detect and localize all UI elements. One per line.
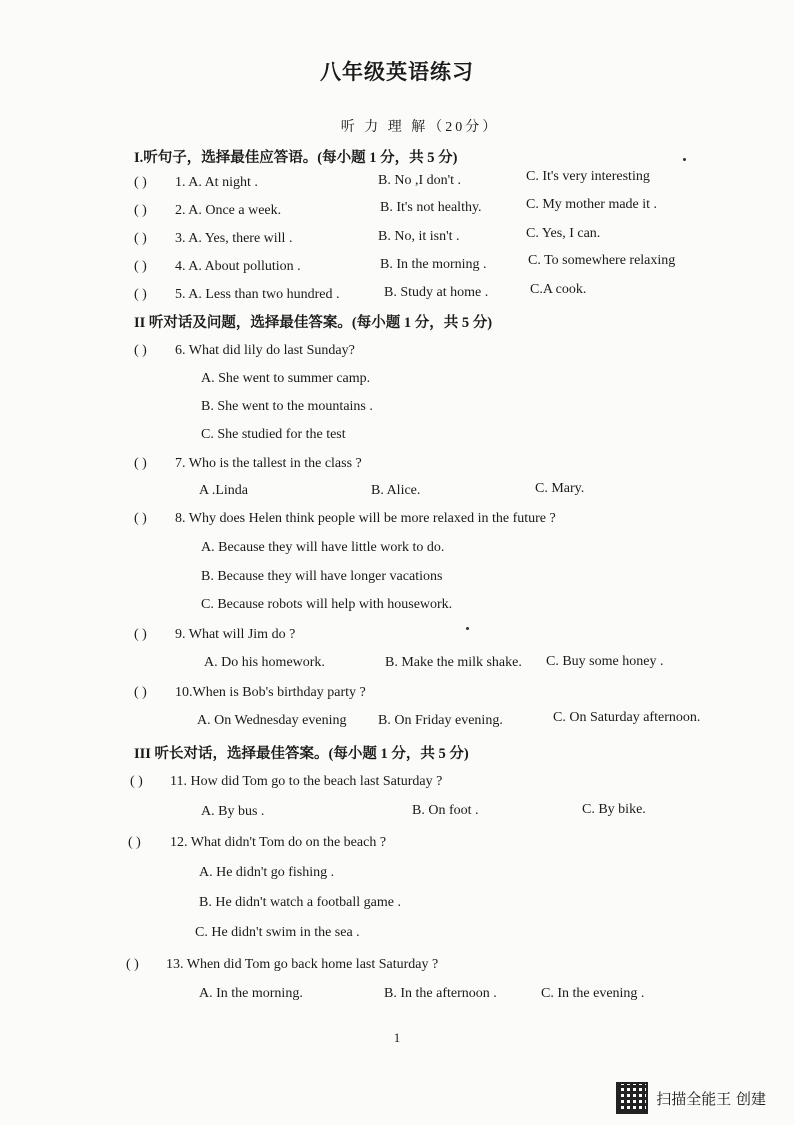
answer-blank: ( ) bbox=[130, 774, 143, 789]
question-7: 7. Who is the tallest in the class ? bbox=[175, 456, 362, 471]
page-number: 1 bbox=[393, 1030, 401, 1045]
q5-option-c: C.A cook. bbox=[530, 282, 587, 297]
q2-option-c: C. My mother made it . bbox=[526, 197, 658, 212]
question-12: 12. What didn't Tom do on the beach ? bbox=[170, 835, 387, 850]
q10-option-c: C. On Saturday afternoon. bbox=[553, 710, 701, 725]
q12-option-a: A. He didn't go fishing . bbox=[199, 865, 335, 880]
q8-option-c: C. Because robots will help with housework. bbox=[201, 597, 453, 612]
q6-option-b: B. She went to the mountains . bbox=[201, 399, 373, 414]
page-title: 八年级英语练习 bbox=[320, 60, 474, 84]
q12-option-b: B. He didn't watch a football game . bbox=[199, 895, 401, 910]
question-5: 5. A. Less than two hundred . bbox=[175, 287, 340, 302]
q3-option-b: B. No, it isn't . bbox=[378, 229, 460, 244]
answer-blank: ( ) bbox=[134, 287, 147, 302]
q1-option-b: B. No ,I don't . bbox=[378, 173, 462, 188]
question-13: 13. When did Tom go back home last Saturday ? bbox=[166, 957, 439, 972]
answer-blank: ( ) bbox=[134, 627, 147, 642]
question-1: 1. A. At night . bbox=[175, 175, 258, 190]
question-3: 3. A. Yes, there will . bbox=[175, 231, 293, 246]
q4-option-c: C. To somewhere relaxing bbox=[528, 253, 676, 268]
q9-option-c: C. Buy some honey . bbox=[546, 654, 664, 669]
q11-option-c: C. By bike. bbox=[582, 802, 646, 817]
answer-blank: ( ) bbox=[134, 231, 147, 246]
q9-option-a: A. Do his homework. bbox=[204, 655, 325, 670]
answer-blank: ( ) bbox=[128, 835, 141, 850]
q7-option-a: A .Linda bbox=[199, 483, 248, 498]
q5-option-b: B. Study at home . bbox=[384, 285, 489, 300]
q2-option-b: B. It's not healthy. bbox=[380, 200, 482, 215]
section-2-heading: II 听对话及问题，选择最佳答案。(每小题 1 分，共 5 分) bbox=[134, 315, 493, 331]
q7-option-b: B. Alice. bbox=[371, 483, 421, 498]
q13-option-a: A. In the morning. bbox=[199, 986, 303, 1001]
q8-option-b: B. Because they will have longer vacations bbox=[201, 569, 443, 584]
scanner-watermark bbox=[616, 1082, 766, 1114]
answer-blank: ( ) bbox=[126, 957, 139, 972]
section-3-heading: III 听长对话，选择最佳答案。(每小题 1 分，共 5 分) bbox=[134, 746, 469, 762]
question-9: 9. What will Jim do ? bbox=[175, 627, 296, 642]
q13-option-c: C. In the evening . bbox=[541, 986, 645, 1001]
answer-blank: ( ) bbox=[134, 343, 147, 358]
answer-blank: ( ) bbox=[134, 511, 147, 526]
q6-option-c: C. She studied for the test bbox=[201, 427, 346, 442]
q8-option-a: A. Because they will have little work to do. bbox=[201, 540, 445, 555]
scanner-watermark-text: 扫描全能王 创建 bbox=[656, 1089, 766, 1108]
q10-option-b: B. On Friday evening. bbox=[378, 713, 503, 728]
answer-blank: ( ) bbox=[134, 203, 147, 218]
scan-speck bbox=[683, 158, 686, 161]
answer-blank: ( ) bbox=[134, 175, 147, 190]
q11-option-a: A. By bus . bbox=[201, 804, 265, 819]
q3-option-c: C. Yes, I can. bbox=[526, 226, 601, 241]
q4-option-b: B. In the morning . bbox=[380, 257, 487, 272]
q13-option-b: B. In the afternoon . bbox=[384, 986, 497, 1001]
q1-option-c: C. It's very interesting bbox=[526, 169, 650, 184]
q6-option-a: A. She went to summer camp. bbox=[201, 371, 371, 386]
q12-option-c: C. He didn't swim in the sea . bbox=[195, 925, 360, 940]
question-11: 11. How did Tom go to the beach last Saturday ? bbox=[170, 774, 443, 789]
q10-option-a: A. On Wednesday evening bbox=[197, 713, 347, 728]
question-4: 4. A. About pollution . bbox=[175, 259, 301, 274]
listening-header: 听 力 理 解（20分） bbox=[340, 120, 500, 135]
question-6: 6. What did lily do last Sunday? bbox=[175, 343, 355, 358]
answer-blank: ( ) bbox=[134, 259, 147, 274]
q7-option-c: C. Mary. bbox=[535, 481, 585, 496]
q9-option-b: B. Make the milk shake. bbox=[385, 655, 522, 670]
scan-speck bbox=[466, 627, 469, 630]
question-8: 8. Why does Helen think people will be more relaxed in the future ? bbox=[175, 511, 556, 526]
question-10: 10.When is Bob's birthday party ? bbox=[175, 685, 366, 700]
question-2: 2. A. Once a week. bbox=[175, 203, 282, 218]
section-1-heading: I.听句子，选择最佳应答语。(每小题 1 分，共 5 分) bbox=[134, 150, 458, 166]
q11-option-b: B. On foot . bbox=[412, 803, 479, 818]
qr-code-icon bbox=[616, 1082, 648, 1114]
answer-blank: ( ) bbox=[134, 456, 147, 471]
answer-blank: ( ) bbox=[134, 685, 147, 700]
